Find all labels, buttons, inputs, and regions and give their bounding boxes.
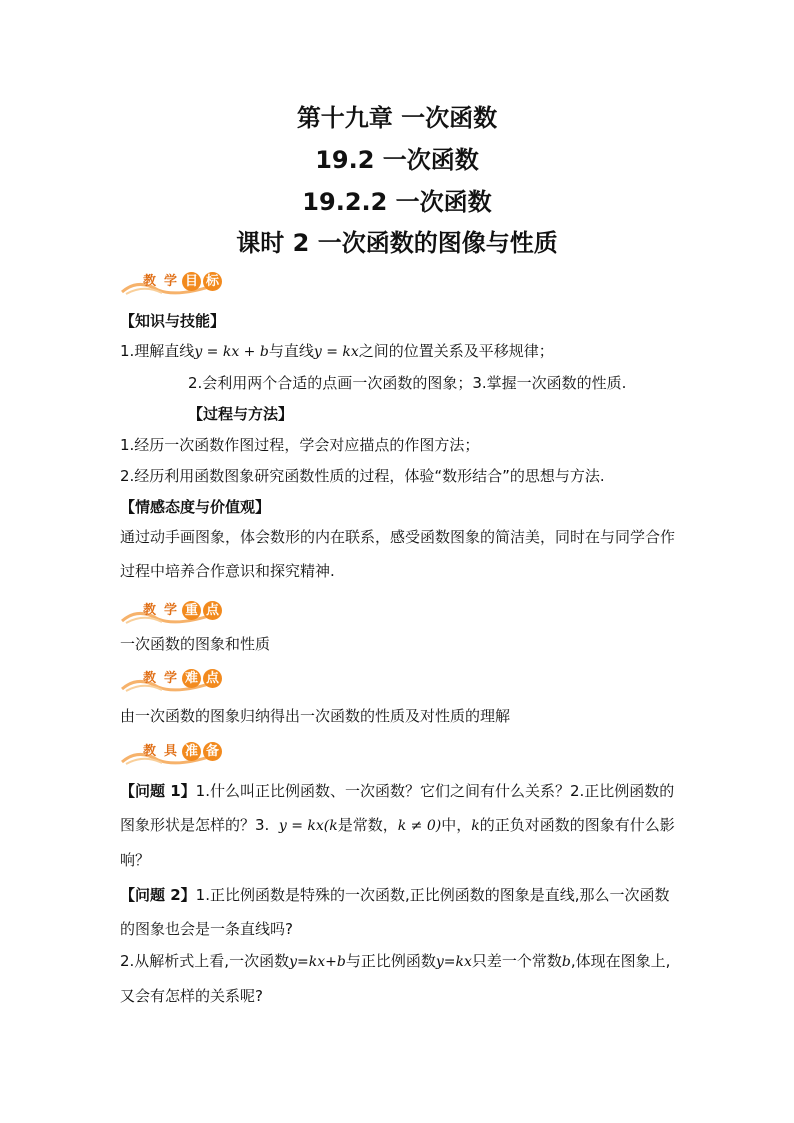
banner-char: 重 [182,601,201,620]
knowledge-item-2: 2.会利用两个合适的点画一次函数的图象；3.掌握一次函数的性质. [188,374,627,392]
lesson-title: 课时 2 一次函数的图像与性质 [236,229,558,257]
equation: y=kx [435,954,472,970]
equation: y = kx + b [194,344,269,360]
equation: y = kx(k [278,818,338,834]
process-heading: 【过程与方法】 [188,405,294,423]
question-label: 【问题 2】 [120,886,196,904]
banner-char: 准 [182,742,201,761]
question-2: 【问题 2】1.正比例函数是特殊的一次函数,正比例函数的图象是直线,那么一次函数的图象也会是一条直线吗? [120,886,670,938]
banner-char: 目 [182,272,201,291]
banner-char: 教 [142,744,156,759]
question-1: 【问题 1】1.什么叫正比例函数、一次函数？它们之间有什么关系？2.正比例函数的图象形状是怎样的？3. y = kx(k是常数，k ≠ 0)中，k的正负对函数的图象有什么影响？ [120,782,675,869]
section-title: 19.2 一次函数 [315,146,479,174]
banner-char: 点 [203,669,222,688]
knowledge-heading: 【知识与技能】 [120,312,226,330]
process-item-2: 2.经历利用函数图象研究函数性质的过程，体验“数形结合”的思想与方法. [120,467,605,485]
question-label: 【问题 1】 [120,782,196,800]
banner-teaching-goals [118,268,228,296]
banner-char: 学 [163,274,177,289]
banner-key-points [118,597,228,625]
emotion-text: 通过动手画图象，体会数形的内在联系，感受函数图象的简洁美，同时在与同学合作过程中培养合作意识和探究精神. [120,528,676,580]
chapter-title: 第十九章 一次函数 [296,104,498,132]
knowledge-item-1: 1.理解直线y = kx + b与直线y = kx之间的位置关系及平移规律； [120,342,554,360]
difficulty-text: 由一次函数的图象归纳得出一次函数的性质及对性质的理解 [120,707,511,725]
banner-char: 备 [203,742,222,761]
equation: k ≠ 0) [397,818,442,834]
question-2-part-2: 2.从解析式上看,一次函数y=kx+b与正比例函数y=kx只差一个常数b,体现在图象上,又会有怎样的关系呢? [120,952,671,1005]
banner-difficulties [118,665,228,693]
banner-char: 学 [163,671,177,686]
banner-char: 点 [203,601,222,620]
key-point-text: 一次函数的图象和性质 [120,635,271,653]
equation: y=kx+b [289,954,346,970]
equation: y = kx [313,344,359,360]
banner-char: 学 [163,603,177,618]
banner-char: 教 [142,274,156,289]
banner-char: 标 [203,272,222,291]
process-item-1: 1.经历一次函数作图过程，学会对应描点的作图方法； [120,436,480,454]
subsection-title: 19.2.2 一次函数 [302,188,492,216]
banner-char: 教 [142,671,156,686]
banner-char: 具 [163,744,177,759]
banner-char: 难 [182,669,201,688]
banner-char: 教 [142,603,156,618]
banner-tools [118,738,228,766]
emotion-heading: 【情感态度与价值观】 [120,498,271,516]
